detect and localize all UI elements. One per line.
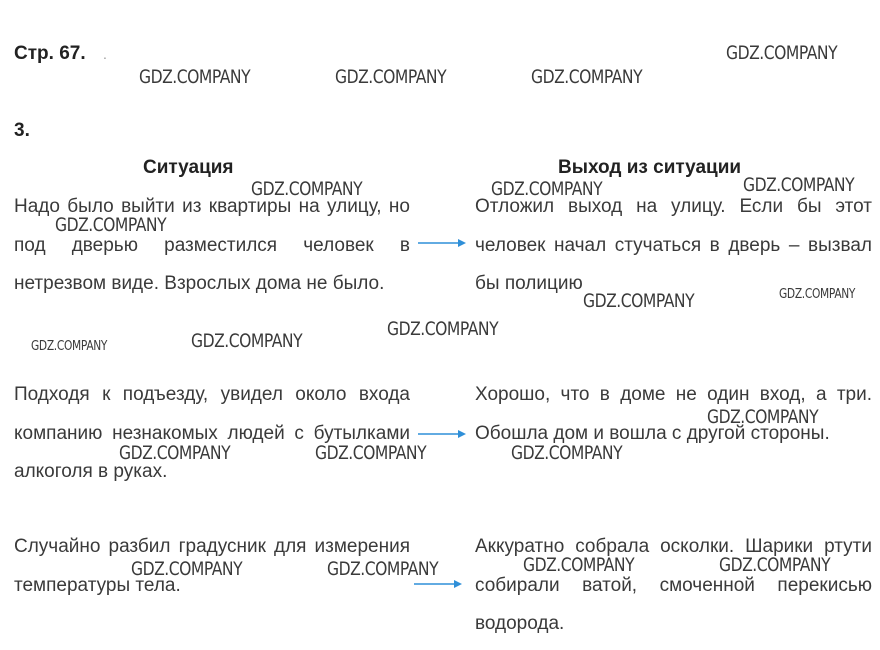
solution-text-2: Хорошо, что в доме не один вход, а три. Обошла дом и вошла с другой стороны. — [475, 384, 872, 444]
decorative-dot: . — [103, 46, 107, 62]
watermark: GDZ.COMPANY — [726, 42, 838, 64]
watermark: GDZ.COMPANY — [31, 339, 108, 354]
watermark: GDZ.COMPANY — [131, 558, 243, 580]
watermark: GDZ.COMPANY — [491, 178, 603, 200]
watermark: GDZ.COMPANY — [191, 330, 303, 352]
arrow-right-icon — [418, 238, 466, 248]
watermark: GDZ.COMPANY — [743, 174, 855, 196]
watermark: GDZ.COMPANY — [719, 554, 831, 576]
watermark: GDZ.COMPANY — [523, 554, 635, 576]
watermark: GDZ.COMPANY — [511, 442, 623, 464]
watermark: GDZ.COMPANY — [119, 442, 231, 464]
column-header-situation: Ситуация — [143, 157, 234, 178]
solution-text-1: Отложил выход на улицу. Если бы этот человек начал стучаться в дверь – вызвал бы полицию — [475, 196, 872, 294]
situation-text-1: Надо было выйти из квартиры на улицу, но под дверью разместился человек в нетрезвом виде. Взрослых дома не было. — [14, 196, 410, 294]
watermark: GDZ.COMPANY — [315, 442, 427, 464]
watermark: GDZ.COMPANY — [55, 214, 167, 236]
situation-text-2: Подходя к подъезду, увидел около входа компанию незнакомых людей с бутылками алкоголя в руках. — [14, 384, 410, 482]
arrow-right-icon — [418, 429, 466, 439]
watermark: GDZ.COMPANY — [707, 406, 819, 428]
watermark: GDZ.COMPANY — [387, 318, 499, 340]
watermark: GDZ.COMPANY — [531, 66, 643, 88]
solution-text-3: Аккуратно собрала осколки. Шарики ртути собирали ватой, смоченной перекисью водорода. — [475, 536, 872, 634]
page-label: Стр. 67. — [14, 43, 86, 64]
arrow-right-icon — [414, 579, 462, 589]
watermark: GDZ.COMPANY — [583, 290, 695, 312]
watermark: GDZ.COMPANY — [779, 287, 856, 302]
watermark: GDZ.COMPANY — [139, 66, 251, 88]
task-number: 3. — [14, 120, 30, 141]
watermark: GDZ.COMPANY — [327, 558, 439, 580]
watermark: GDZ.COMPANY — [335, 66, 447, 88]
situation-text-3: Случайно разбил градусник для измерения температуры тела. — [14, 536, 410, 596]
watermark: GDZ.COMPANY — [251, 178, 363, 200]
column-header-solution: Выход из ситуации — [558, 157, 742, 178]
